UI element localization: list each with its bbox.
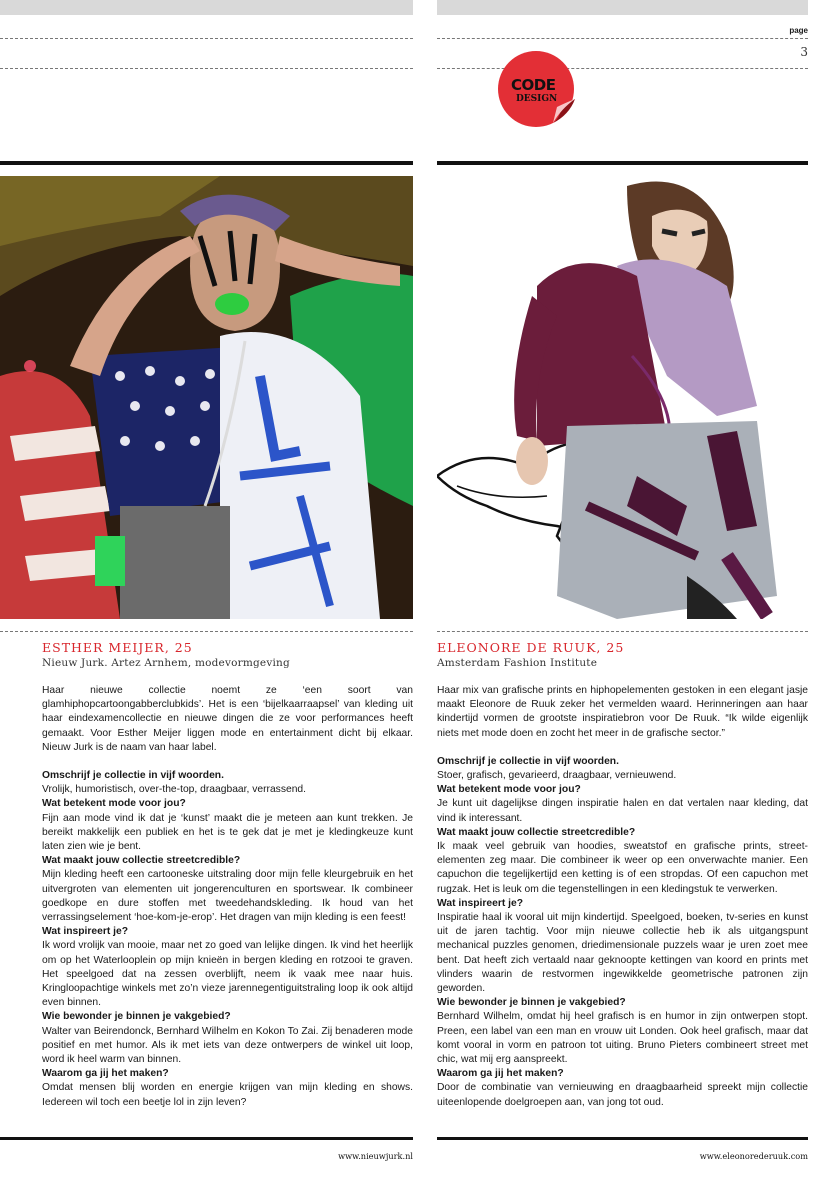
designer-subtitle-left: Nieuw Jurk. Artez Arnhem, modevormgeving (42, 657, 290, 669)
answer: Door de combinatie van vernieuwing en draagbaarheid spreekt mijn collectie uiteenlopende doelgroepen aan, van jong tot oud. (437, 1082, 808, 1108)
rule-top-left (0, 161, 413, 165)
answer: Inspiratie haal ik vooral uit mijn kindertijd. Speelgoed, boeken, tv-series en kunst uit de jaren tachtig. Voor mijn nieuwe collectie heb ik als uitgangspunt mechanical puzzles genomen, driedimensionale puzzels waar je uren zoet mee bent. Dat heeft zich vertaald naar geknoopte kettingen van koord en prints met vlinders waarin de restvormen ingewikkelde geometrische patronen zijn geworden. (437, 912, 808, 995)
divider (0, 68, 413, 69)
answer: Stoer, grafisch, gevarieerd, draagbaar, vernieuwend. (437, 770, 677, 782)
divider (437, 68, 808, 69)
question: Wat betekent mode voor jou? (42, 798, 186, 810)
answer: Bernhard Wilhelm, omdat hij heel grafisch is en humor in zijn ontwerpen stopt. Preen, een label van een man en vrouw uit Londen. Ook heel grafisch, maar dat komt vooral in vorm en patroon tot uiting. Bruno Pieters combineert street met chic, wat mij erg aanspreekt. (437, 1011, 808, 1066)
rule-bottom-right (437, 1137, 808, 1140)
photo-eleonore-de-ruuk (437, 176, 808, 619)
answer: Walter van Beirendonck, Bernhard Wilhelm en Kokon To Zai. Zij benaderen mode positief en met humor. Als ik met iets van deze ontwerpers de winkel uit loop, word ik heel warm van binnen. (42, 1025, 413, 1066)
question: Waarom ga jij het maken? (437, 1068, 564, 1080)
question: Omschrijf je collectie in vijf woorden. (42, 770, 224, 782)
divider (0, 631, 413, 632)
question: Waarom ga jij het maken? (42, 1068, 169, 1080)
question: Wat maakt jouw collectie streetcredible? (437, 826, 636, 838)
question: Wat betekent mode voor jou? (437, 784, 581, 796)
top-bar-right (437, 0, 808, 15)
answer: Je kunt uit dagelijkse dingen inspiratie halen en dat vertalen naar kleding, dat vind ik interessant. (437, 798, 808, 824)
question: Wat inspireert je? (437, 897, 524, 909)
question: Omschrijf je collectie in vijf woorden. (437, 755, 619, 767)
website-link-right[interactable]: www.eleonorederuuk.com (699, 1151, 808, 1161)
answer: Ik word vrolijk van mooie, maar net zo goed van lelijke dingen. Ik vind het heerlijk om op het Waterlooplein op mijn knieën in bergen kleding en rotzooi te graven. Het speelgoed dat na zessen overblijft, neem ik vaak mee naar huis. Kringloopachtige winkels met zo’n vieze jarennegentiguitstraling loop ik ook altijd even binnen. (42, 940, 413, 1009)
question: Wie bewonder je binnen je vakgebied? (42, 1011, 231, 1023)
answer: Vrolijk, humoristisch, over-the-top, draagbaar, verrassend. (42, 784, 307, 796)
designer-name-left: ESTHER MEIJER, 25 (42, 640, 193, 655)
rule-bottom-left (0, 1137, 413, 1140)
divider (437, 38, 808, 39)
photo-esther-meijer (0, 176, 413, 619)
top-bar-left (0, 0, 413, 15)
article-body-left (42, 684, 413, 1110)
logo-line2: DESIGN (516, 94, 558, 104)
designer-subtitle-right: Amsterdam Fashion Institute (437, 657, 598, 669)
page-label: page (789, 26, 808, 35)
answer: Fijn aan mode vind ik dat je ‘kunst’ maakt die je meteen aan kunt trekken. Je bereikt makkelijk een publiek en het is te gek dat je met je kledingkeuze kunt laten zien wie je bent. (42, 812, 413, 853)
intro-paragraph: Haar nieuwe collectie noemt ze ‘een soort van glamhiphopcartoongabberclubkids’. Het is een ‘bijelkaarraapsel’ van kleding uit haar eindexamencollectie en nieuwe dingen die ze voor performances heeft gemaakt. Voor Esther Meijer liggen mode en entertainment dicht bij elkaar. Nieuw Jurk is de naam van haar label. (42, 685, 413, 753)
code-design-logo (497, 49, 579, 131)
page-number: 3 (800, 45, 808, 59)
rule-top-right (437, 161, 808, 165)
answer: Ik maak veel gebruik van hoodies, sweatstof en grafische prints, street-elementen zeg maar. Die combineer ik weer op een onverwachte manier. Een capuchon die tegelijkertijd een ketting is of een stropdas. Of een capuchon met rugzak. Het is leuk om die tegenstellingen in een kledingstuk te verwerken. (437, 841, 808, 895)
article-body-right (437, 684, 808, 1110)
divider (437, 631, 808, 632)
website-link-left[interactable]: www.nieuwjurk.nl (338, 1151, 413, 1161)
divider (0, 38, 413, 39)
question: Wat maakt jouw collectie streetcredible? (42, 855, 241, 867)
answer: Mijn kleding heeft een cartooneske uitstraling door mijn felle kleurgebruik en het uitvergroten van elementen uit jongerenculturen en sportswear. Ik combineer goedkope en dure stoffen met tweedehandskleding. Ik houd van het verrassingselement ‘hoe-kom-je-erop’. Het dragen van mijn kleding is een feest! (42, 869, 413, 924)
logo-line1: CODE (511, 76, 556, 94)
question: Wie bewonder je binnen je vakgebied? (437, 997, 626, 1009)
intro-paragraph: Haar mix van grafische prints en hiphopelementen gestoken in een elegant jasje maakt Eleonore de Ruuk zeker het vermelden waard. Herinneringen aan haar kindertijd vormen de grootste inspiratiebron voor De Ruuk. “Ik wilde eigenlijk niets met mode doen en zocht het meer in de grafische sector.” (437, 685, 808, 739)
designer-name-right: ELEONORE DE RUUK, 25 (437, 640, 625, 655)
answer: Omdat mensen blij worden en energie krijgen van mijn kleding en shows. Iedereen wil toch een beetje lol in zijn leven? (42, 1082, 413, 1108)
question: Wat inspireert je? (42, 926, 129, 938)
